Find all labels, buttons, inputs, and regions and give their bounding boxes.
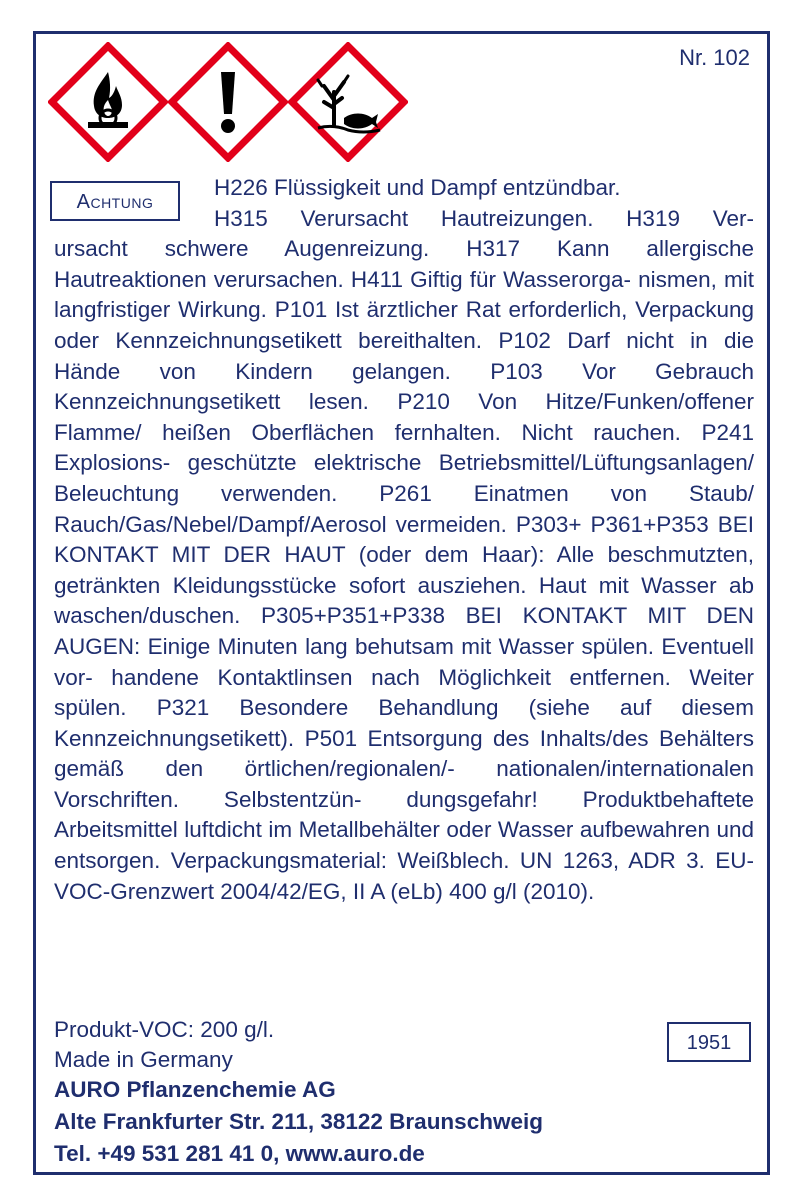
- product-number: Nr. 102: [679, 45, 750, 70]
- origin: Made in Germany: [54, 1047, 233, 1072]
- hazard-statements: [54, 173, 754, 907]
- company-address: Alte Frankfurter Str. 211, 38122 Braunschweig: [54, 1109, 543, 1134]
- voc-value: Produkt-VOC: 200 g/l.: [54, 1017, 275, 1042]
- statement-line-1: H226 Flüssigkeit und Dampf entzündbar.: [214, 175, 621, 200]
- flame-icon: [48, 42, 168, 162]
- company-name: AURO Pflanzenchemie AG: [54, 1077, 336, 1102]
- exclamation-mark-icon: [168, 42, 288, 162]
- statement-line-2: H315 Verursacht Hautreizungen. H319 Ver-: [214, 205, 754, 231]
- statement-body: ursacht schwere Augenreizung. H317 Kann allergische Hautreaktionen verursachen. H411 Giftig für Wasserorga- nismen, mit langfristiger Wirkung. P101 Ist ärztlicher Rat erforderlich, Verpackung oder Kennzeichnungsetikett bereithalten. P102 Darf nicht in die Hände von Kindern gelangen. P103 Vor Gebrauch Kennzeichnungsetikett lesen. P210 Von Hitze/Funken/offener Flamme/ heißen Oberflächen fernhalten. Nicht rauchen. P241 Explosions- geschützte elektrische Betriebsmittel/Lüftungsanlagen/ Beleuchtung verwenden. P261 Einatmen von Staub/ Rauch/Gas/Nebel/Dampf/Aerosol vermeiden. P303+ P361+P353 BEI KONTAKT MIT DER HAUT (oder dem Haar): Alle beschmutzten, getränkten Kleidungsstücke sofort ausziehen. Haut mit Wasser ab waschen/duschen. P305+P351+P338 BEI KONTAKT MIT DEN AUGEN: Einige Minuten lang behutsam mit Wasser spülen. Eventuell vor- handene Kontaktlinsen nach Möglichkeit entfernen. Weiter spülen. P321 Besondere Behandlung (siehe auf diesem Kennzeichnungsetikett). P501 Entsorgung des Inhalts/des Behälters gemäß den örtlichen/regionalen/- nationalen/internationalen Vorschriften. Selbstentzün- dungsgefahr! Produktbehaftete Arbeitsmittel luftdicht im Metallbehälter oder Wasser aufbewahren und entsorgen. Verpackungsmaterial: Weißblech. UN 1263, ADR 3. EU-VOC-Grenzwert 2004/42/EG, II A (eLb) 400 g/l (2010).: [54, 236, 754, 904]
- environment-icon: [288, 42, 408, 162]
- product-code-box: 1951: [667, 1022, 751, 1062]
- hazard-pictograms: [48, 42, 410, 162]
- company-contact: Tel. +49 531 281 41 0, www.auro.de: [54, 1141, 425, 1166]
- signal-word-badge: Achtung: [50, 181, 180, 221]
